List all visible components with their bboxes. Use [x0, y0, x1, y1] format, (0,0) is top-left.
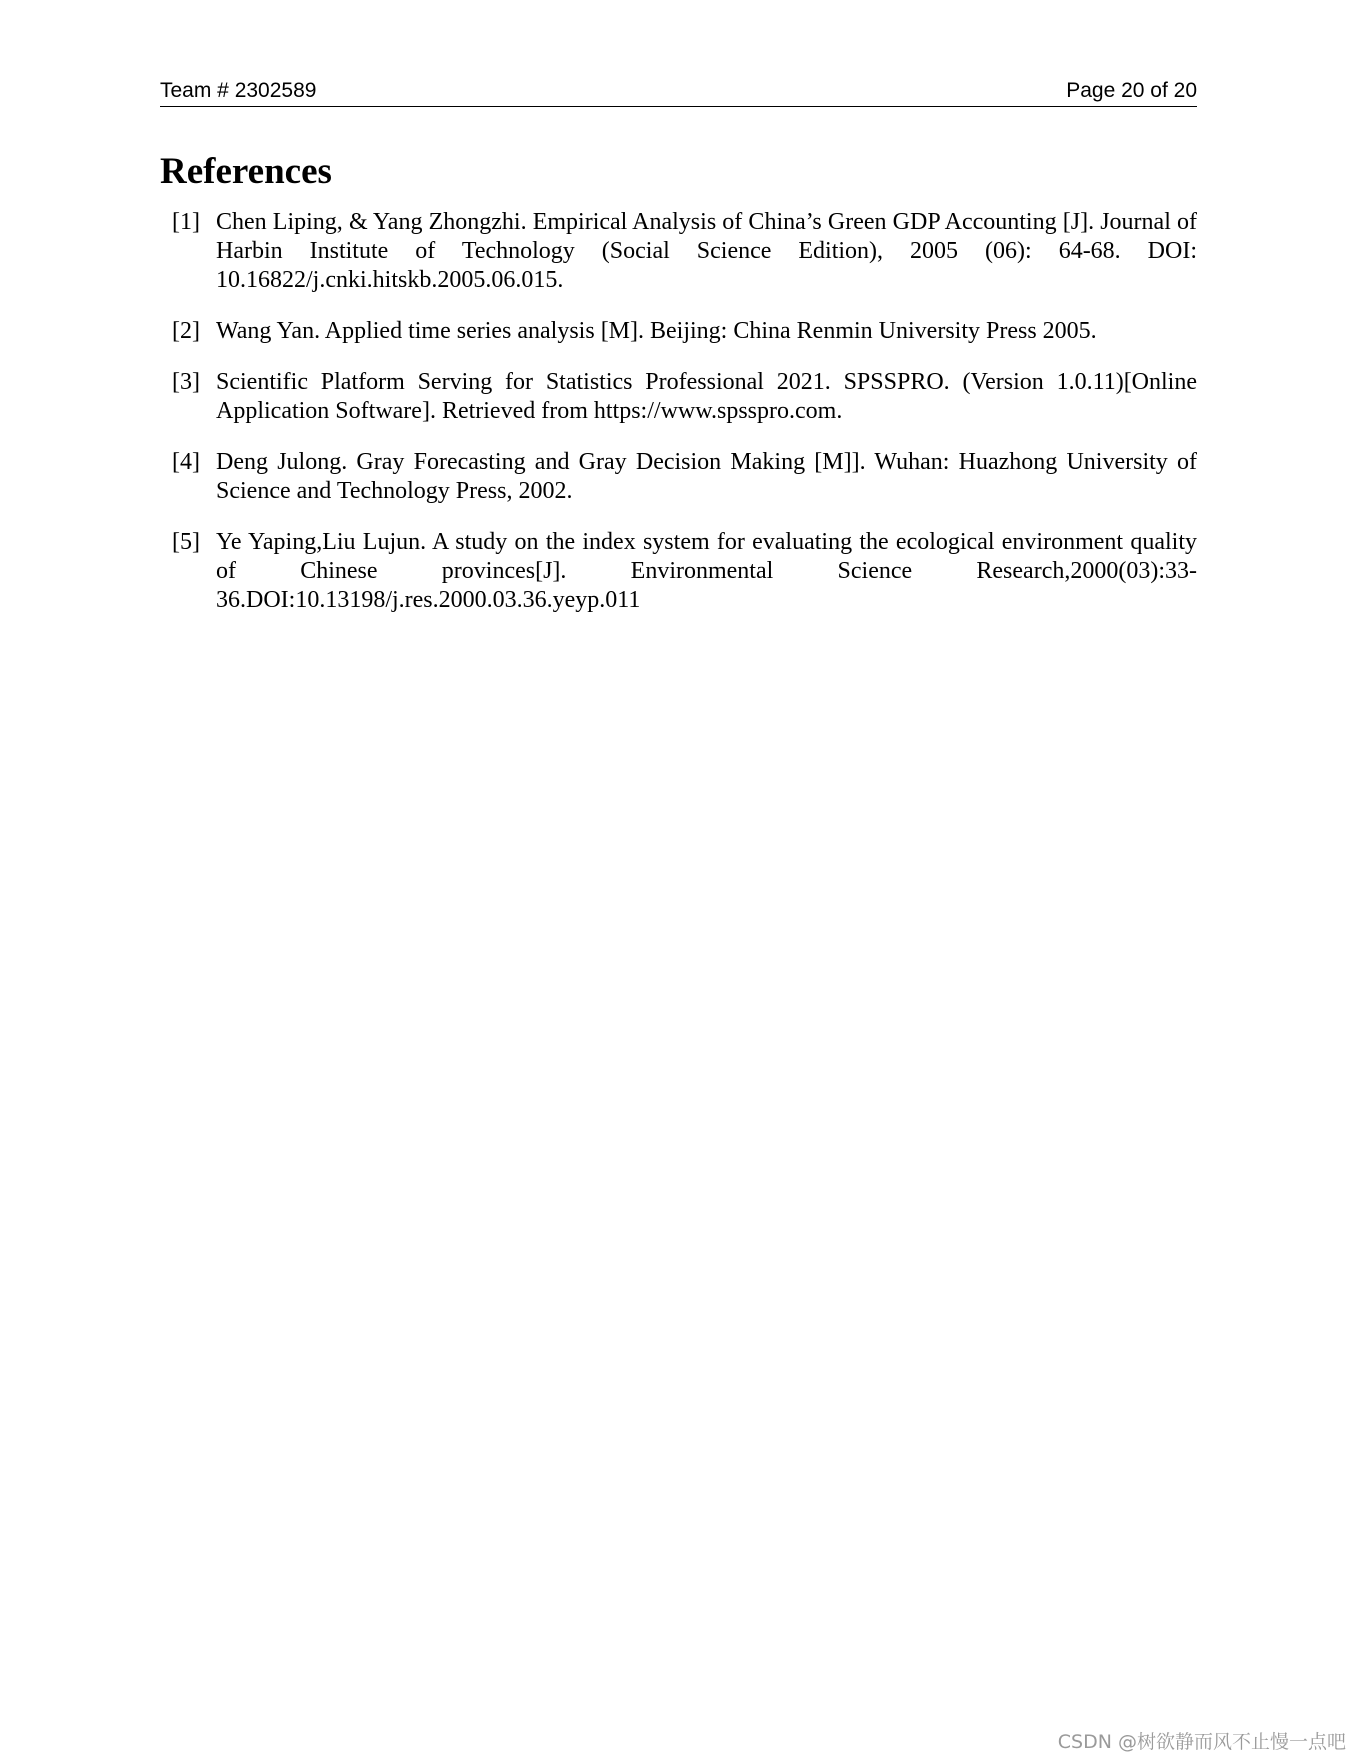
csdn-watermark: CSDN @树欲静而风不止慢一点吧: [1057, 1731, 1346, 1753]
reference-label: [5]: [172, 529, 200, 555]
reference-item: [160, 448, 1197, 506]
reference-text: Wang Yan. Applied time series analysis [M]. Beijing: China Renmin University Press 2005.: [216, 318, 1097, 344]
reference-text: Deng Julong. Gray Forecasting and Gray Decision Making [M]]. Wuhan: Huazhong University of Science and Technology Press, 2002.: [216, 449, 1197, 504]
reference-item: [160, 317, 1197, 346]
reference-item: [160, 208, 1197, 295]
team-number: Team # 2302589: [160, 79, 317, 102]
reference-label: [1]: [172, 209, 200, 235]
reference-item: [160, 368, 1197, 426]
reference-label: [4]: [172, 449, 200, 475]
reference-text: Scientific Platform Serving for Statistics Professional 2021. SPSSPRO. (Version 1.0.11)[Online Application Software]. Retrieved from https://www.spsspro.com.: [216, 369, 1197, 424]
reference-list: [160, 208, 1197, 637]
reference-text: Chen Liping, & Yang Zhongzhi. Empirical Analysis of China’s Green GDP Accounting [J]. Journal of Harbin Institute of Technology (Social Science Edition), 2005 (06): 64-68. DOI: 10.16822/j.cnki.hitskb.2005.06.015.: [216, 209, 1197, 293]
reference-item: [160, 528, 1197, 615]
page-header: [160, 78, 1197, 107]
reference-label: [2]: [172, 318, 200, 344]
references-heading: References: [160, 151, 332, 192]
reference-label: [3]: [172, 369, 200, 395]
reference-text: Ye Yaping,Liu Lujun. A study on the index system for evaluating the ecological environment quality of Chinese provinces[J]. Environmental Science Research,2000(03):33-36.DOI:10.13198/j.res.2000.03.36.yeyp.011: [216, 529, 1197, 613]
page-number: Page 20 of 20: [1066, 79, 1197, 102]
